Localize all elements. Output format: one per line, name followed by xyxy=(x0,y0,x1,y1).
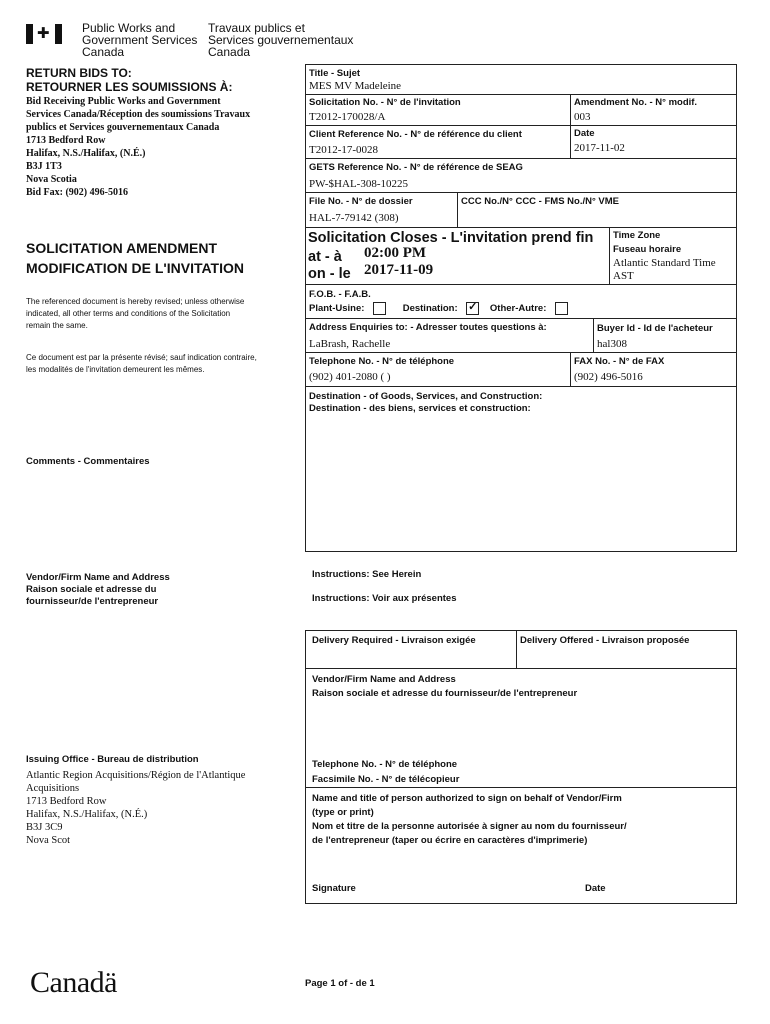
return-bids-address: Bid Receiving Public Works and Government Services Canada/Réception des soumissions Travaux publics et Services gouvernementaux Canada 1713 Bedford Row Halifax, N.S./Halifax, (N.É.) B3J 1T3 Nova Scotia Bid Fax: (902) 496-5016 xyxy=(26,96,251,198)
amendment-title: SOLICITATION AMENDMENT MODIFICATION DE L'INVITATION xyxy=(26,240,244,276)
vendor-name-address-label: Vendor/Firm Name and Address Raison sociale et adresse du fournisseur/de l'entrepreneur xyxy=(312,674,578,699)
other-checkbox[interactable] xyxy=(555,302,568,315)
instructions-en: Instructions: See Herein xyxy=(312,569,422,580)
client-ref-label: Client Reference No. - N° de référence du client xyxy=(309,129,522,140)
issuing-office-address: Atlantic Region Acquisitions/Région de l'Atlantique Acquisitions 1713 Bedford Row Halifax, N.S./Halifax, (N.É.) B3J 3C9 Nova Scot xyxy=(26,770,246,846)
ccc-no-label: CCC No./N° CCC - FMS No./N° VME xyxy=(461,196,620,207)
amendment-text-fr: Ce document est par la présente révisé; sauf indication contraire, les modalités de l'invitation demeurent les mêmes. xyxy=(26,353,257,374)
destination-goods-label: Destination - of Goods, Services, and Construction: Destination - des biens, services et construction: xyxy=(309,391,543,414)
file-no-label: File No. - N° de dossier xyxy=(309,196,413,207)
solicitation-no-label: Solicitation No. - N° de l'invitation xyxy=(309,97,461,108)
buyer-id-label: Buyer Id - Id de l'acheteur xyxy=(597,323,713,334)
date-label: Date xyxy=(574,128,595,139)
amendment-no-value: 003 xyxy=(574,111,591,123)
signature-label: Signature xyxy=(312,883,356,894)
amendment-no-label: Amendment No. - N° modif. xyxy=(574,97,698,108)
vendor-telephone-label: Telephone No. - N° de téléphone xyxy=(312,759,458,770)
vendor-facsimile-label: Facsimile No. - N° de télécopieur xyxy=(312,774,460,785)
gets-ref-value: PW-$HAL-308-10225 xyxy=(309,178,408,190)
canada-wordmark: Canadä xyxy=(30,966,117,999)
government-logo xyxy=(26,22,356,66)
closing-time-value: 02:00 PM xyxy=(364,245,427,261)
dept-name-fr: Travaux publics et Services gouvernementaux Canada xyxy=(208,21,354,59)
flag-bar-right xyxy=(55,24,62,44)
title-value: MES MV Madeleine xyxy=(309,80,402,92)
solicitation-closes-title: Solicitation Closes - L'invitation prend fin xyxy=(308,230,594,246)
flag-bar-left xyxy=(26,24,33,44)
comments-label: Comments - Commentaires xyxy=(26,456,150,467)
fob-label: F.O.B. - F.A.B. xyxy=(309,289,371,300)
address-enquiries-value: LaBrash, Rachelle xyxy=(309,338,391,350)
vendor-firm-label: Vendor/Firm Name and Address Raison sociale et adresse du fournisseur/de l'entrepreneur xyxy=(26,572,170,607)
client-ref-value: T2012-17-0028 xyxy=(309,144,379,156)
time-zone-value: Atlantic Standard Time AST xyxy=(613,257,716,282)
file-no-value: HAL-7-79142 (308) xyxy=(309,212,399,224)
signature-date-label: Date xyxy=(585,883,606,894)
closing-date-value: 2017-11-09 xyxy=(364,262,434,278)
return-bids-title: RETURN BIDS TO: RETOURNER LES SOUMISSIONS À: xyxy=(26,66,233,94)
plant-checkbox[interactable] xyxy=(373,302,386,315)
telephone-label: Telephone No. - N° de téléphone xyxy=(309,356,455,367)
fax-value: (902) 496-5016 xyxy=(574,371,643,383)
amendment-text-en: The referenced document is hereby revised; unless otherwise indicated, all other terms and conditions of the Solicitation remain the same. xyxy=(26,297,245,330)
buyer-id-value: hal308 xyxy=(597,338,627,350)
destination-checkbox[interactable]: ✓ xyxy=(468,301,478,313)
issuing-office-label: Issuing Office - Bureau de distribution xyxy=(26,754,199,765)
destination-label: Destination: xyxy=(402,303,458,315)
dept-name-en: Public Works and Government Services Canada xyxy=(82,21,198,59)
gets-ref-label: GETS Reference No. - N° de référence de SEAG xyxy=(309,162,523,173)
plant-label: Plant-Usine: xyxy=(309,303,365,315)
delivery-offered-label: Delivery Offered - Livraison proposée xyxy=(520,635,690,646)
telephone-value: (902) 401-2080 ( ) xyxy=(309,371,391,383)
solicitation-no-value: T2012-170028/A xyxy=(309,111,386,123)
at-label: at - à xyxy=(308,249,342,265)
maple-leaf-icon: ✚ xyxy=(37,25,50,42)
delivery-required-label: Delivery Required - Livraison exigée xyxy=(312,635,476,646)
title-label: Title - Sujet xyxy=(309,68,361,79)
authorized-person-label: Name and title of person authorized to sign on behalf of Vendor/Firm (type or print) Nom et titre de la personne autorisée à signer au nom du fournisseur/ de l'entrepreneur (taper ou écrire en caractères d'imprimerie) xyxy=(312,793,627,846)
on-label: on - le xyxy=(308,266,351,282)
other-label: Other-Autre: xyxy=(489,303,547,315)
fax-label: FAX No. - N° de FAX xyxy=(574,356,665,367)
page-number: Page 1 of - de 1 xyxy=(305,978,375,989)
address-enquiries-label: Address Enquiries to: - Adresser toutes questions à: xyxy=(309,322,547,333)
time-zone-label: Time Zone Fuseau horaire xyxy=(613,230,682,255)
fob-options xyxy=(309,302,568,315)
date-value: 2017-11-02 xyxy=(574,142,625,154)
instructions-fr: Instructions: Voir aux présentes xyxy=(312,593,457,604)
